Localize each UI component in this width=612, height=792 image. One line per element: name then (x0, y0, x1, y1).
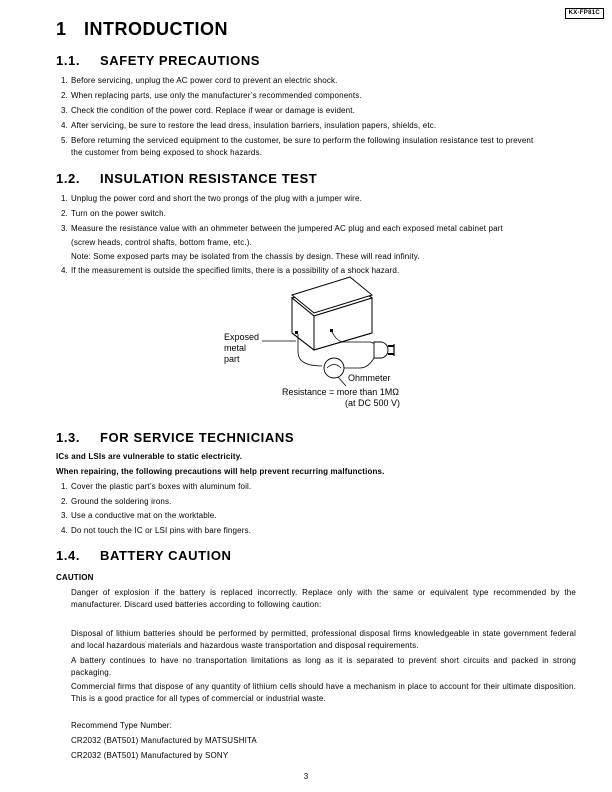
list-item: Measure the resistance value with an ohmmeter between the jumpered AC plug and each exposed metal cabinet part (71, 224, 503, 233)
section-number: 1.1. (56, 53, 81, 68)
ac-plug-icon (374, 342, 388, 358)
chapter-title (56, 19, 228, 40)
list-item: If the measurement is outside the specified limits, there is a possibility of a shock hazard. (71, 266, 400, 275)
screw-point-right (330, 329, 333, 332)
note-text: Note: Some exposed parts may be isolated from the chassis by design. These will read infinity. (71, 252, 420, 261)
ohmmeter-wire-plug (344, 358, 374, 368)
section-title: FOR SERVICE TECHNICIANS (100, 430, 295, 445)
list-item: Before servicing, unplug the AC power cord to prevent an electric shock. (71, 76, 338, 85)
label-resistance: Resistance = more than 1MΩ (282, 387, 400, 397)
list-number: 2. (61, 497, 68, 506)
section-title: SAFETY PRECAUTIONS (100, 53, 261, 68)
list-item: When replacing parts, use only the manufacturer’s recommended components. (71, 91, 362, 100)
section-heading-1-2 (56, 171, 317, 186)
caution-paragraph: Danger of explosion if the battery is replaced incorrectly. Replace only with the same or equivalent type recommended by the manufacturer. Discard used batteries according to following caution: (71, 588, 576, 609)
section-heading-1-1 (56, 53, 260, 68)
screw-point-left (295, 331, 298, 334)
disposal-paragraph: Disposal of lithium batteries should be performed by permitted, professional disposal firms knowledgeable in state government federal and local hazardous materials and hazardous waste transportation and disposal requirements. (71, 629, 576, 650)
list-item: Use a conductive mat on the worktable. (71, 511, 217, 520)
section-heading-1-4 (56, 548, 232, 563)
list-number: 3. (61, 511, 68, 520)
list-number: 1. (61, 194, 68, 203)
list-item: Unplug the power cord and short the two prongs of the plug with a jumper wire. (71, 194, 362, 203)
plug-prong (388, 353, 394, 355)
page-number: 3 (303, 772, 309, 781)
section-number: 1.3. (56, 430, 81, 445)
list-number: 2. (61, 91, 68, 100)
list-item: Before returning the serviced equipment to the customer, be sure to perform the following insulation resistance test to prevent (71, 136, 534, 145)
list-item: Cover the plastic part’s boxes with aluminum foil. (71, 482, 252, 491)
list-number: 3. (61, 106, 68, 115)
battery-type-matsushita: CR2032 (BAT501) Manufactured by MATSUSHITA (71, 736, 257, 745)
list-item: Do not touch the IC or LSI pins with bare fingers. (71, 526, 252, 535)
precaution-intro: When repairing, the following precautions will help prevent recurring malfunctions. (56, 467, 385, 476)
list-item: Check the condition of the power cord. Replace if wear or damage is evident. (71, 106, 355, 115)
caution-label: CAUTION (56, 573, 94, 582)
label-ohmmeter: Ohmmeter (348, 373, 391, 383)
list-number: 1. (61, 76, 68, 85)
list-item-continuation: the customer from being exposed to shock hazards. (71, 148, 263, 157)
section-title: INSULATION RESISTANCE TEST (100, 171, 318, 186)
section-number: 1.4. (56, 548, 81, 563)
section-title: BATTERY CAUTION (100, 548, 232, 563)
model-number-tag: KX-FP81C (565, 8, 604, 19)
list-number: 4. (61, 121, 68, 130)
insulation-test-diagram (210, 270, 440, 430)
list-number: 4. (61, 526, 68, 535)
battery-type-sony: CR2032 (BAT501) Manufactured by SONY (71, 751, 229, 760)
list-number: 2. (61, 209, 68, 218)
chapter-number: 1 (56, 19, 67, 39)
section-number: 1.2. (56, 171, 81, 186)
plug-prong (388, 345, 394, 347)
label-exposed: Exposed (224, 332, 260, 342)
recommend-label: Recommend Type Number: (71, 721, 172, 730)
ohmmeter-leader-line (338, 377, 346, 386)
static-warning: ICs and LSIs are vulnerable to static electricity. (56, 452, 243, 461)
list-item-continuation: (screw heads, control shafts, bottom frame, etc.). (71, 238, 252, 247)
chapter-title-text: INTRODUCTION (84, 19, 228, 39)
list-number: 5. (61, 136, 68, 145)
list-item: Ground the soldering irons. (71, 497, 172, 506)
commercial-paragraph: Commercial firms that dispose of any quantity of lithium cells should have a mechanism in place to account for their ultimate disposition. This is a good practice for all types of commercial or industrial waste. (71, 682, 576, 703)
list-number: 1. (61, 482, 68, 491)
list-item: Turn on the power switch. (71, 209, 167, 218)
transport-paragraph: A battery continues to have no transportation limitations as long as it is separated to prevent short circuits and packed in strong packaging. (71, 656, 576, 677)
label-part: part (224, 354, 240, 364)
label-metal: metal (224, 343, 247, 353)
section-heading-1-3 (56, 430, 294, 445)
list-number: 3. (61, 224, 68, 233)
list-number: 4. (61, 266, 68, 275)
label-dc-voltage: (at DC 500 V) (345, 398, 401, 408)
list-item: After servicing, be sure to restore the lead dress, insulation barriers, insulation papers, shields, etc. (71, 121, 437, 130)
